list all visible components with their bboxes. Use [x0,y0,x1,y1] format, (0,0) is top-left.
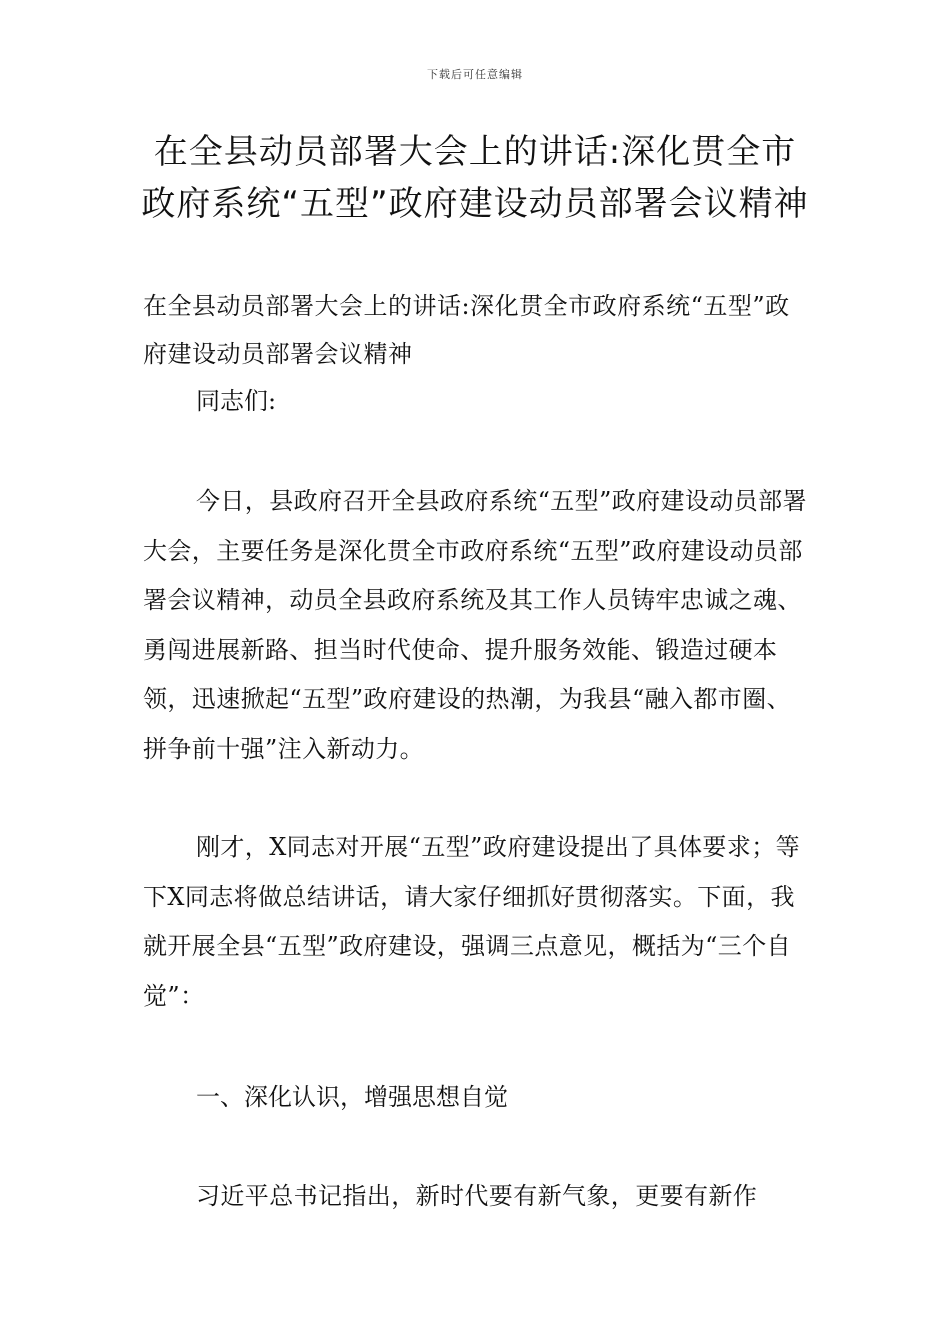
paragraph-3: 习近平总书记指出，新时代要有新气象，更要有新作 [196,1182,758,1210]
paragraph-1: 今日，县政府召开全县政府系统“五型”政府建设动员部署大会，主要任务是深化贯全市政府系统“五型”政府建设动员部署会议精神，动员全县政府系统及其工作人员铸牢忠诚之魂、勇闯进展新路、担当时代使命、提升服务效能、锻造过硬本领，迅速掀起“五型”政府建设的热潮，为我县“融入都市圈、拼争前十强”注入新动力。 [143,487,807,763]
header-note: 下载后可任意编辑 [427,68,523,81]
document-title: 在全县动员部署大会上的讲话:深化贯全市政府系统“五型”政府建设动员部署会议精神 [141,132,809,224]
paragraph-2: 刚才，X同志对开展“五型”政府建设提出了具体要求；等下X同志将做总结讲话，请大家仔细抓好贯彻落实。下面，我就开展全县“五型”政府建设，强调三点意见，概括为“三个自觉”： [143,833,801,1010]
greeting: 同志们: [196,387,277,415]
document-subtitle: 在全县动员部署大会上的讲话:深化贯全市政府系统“五型”政府建设动员部署会议精神 [143,292,790,368]
section-heading-1: 一、深化认识，增强思想自觉 [196,1083,508,1111]
